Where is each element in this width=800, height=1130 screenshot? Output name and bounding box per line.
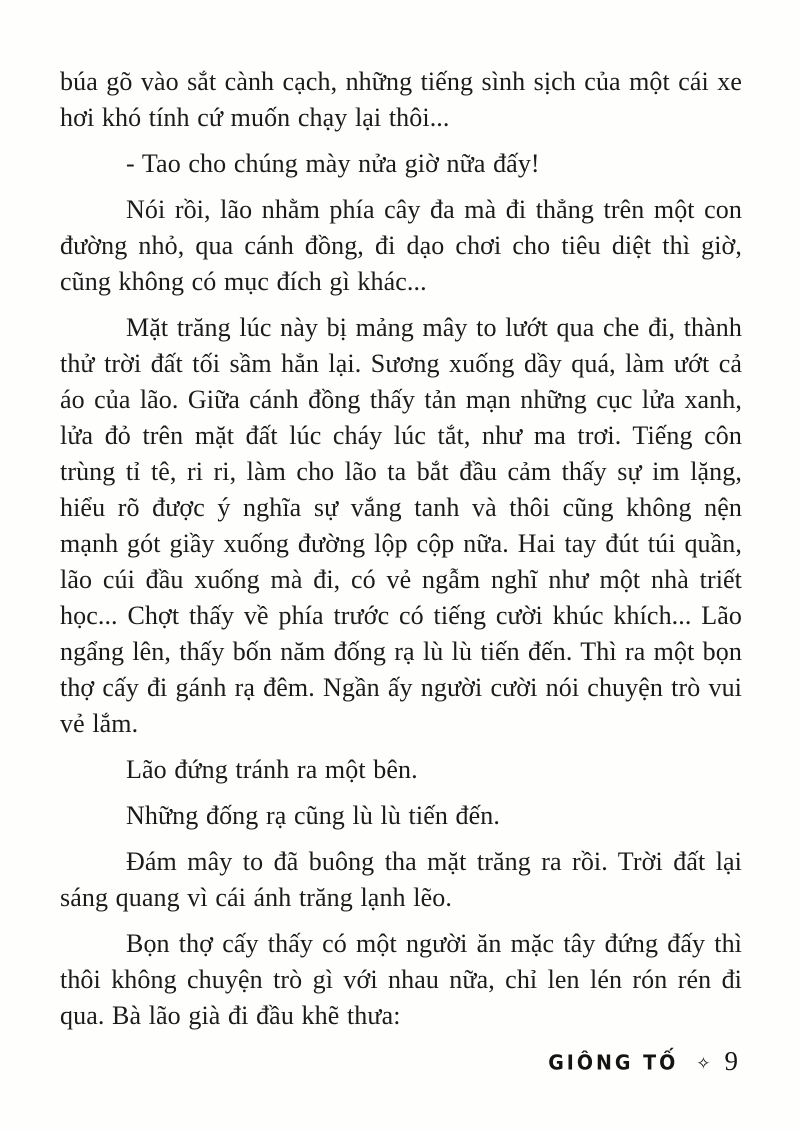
paragraph-dialogue: - Tao cho chúng mày nửa giờ nữa đấy! — [126, 149, 540, 178]
paragraph-continuation: búa gõ vào sắt cành cạch, những tiếng sình sịch của một cái xe hơi khó tính cứ muốn chạy lại thôi... — [60, 67, 742, 132]
book-title: GIÔNG TỐ — [548, 1051, 679, 1075]
paragraph: Mặt trăng lúc này bị mảng mây to lướt qua che đi, thành thử trời đất tối sầm hẳn lại. Sương xuống dầy quá, làm ướt cả áo của lão. Giữa cánh đồng thấy tản mạn những cục lửa xanh, lửa đỏ trên mặt đất lúc cháy lúc tắt, như ma trơi. Tiếng côn trùng tỉ tê, ri ri, làm cho lão ta bắt đầu cảm thấy sự im lặng, hiểu rõ được ý nghĩa sự vắng tanh và thôi cũng không nện mạnh gót giầy xuống đường lộp cộp nữa. Hai tay đút túi quần, lão cúi đầu xuống mà đi, có vẻ ngẫm nghĩ như một nhà triết học... Chợt thấy về phía trước có tiếng cười khúc khích... Lão ngẩng lên, thấy bốn năm đống rạ lù lù tiến đến. Thì ra một bọn thợ cấy đi gánh rạ đêm. Ngần ấy người cười nói chuyện trò vui vẻ lắm. — [60, 313, 742, 738]
page-body — [60, 64, 742, 1044]
paragraph: Những đống rạ cũng lù lù tiến đến. — [126, 801, 500, 830]
page-number: 9 — [724, 1046, 738, 1076]
paragraph: Lão đứng tránh ra một bên. — [126, 755, 418, 784]
diamond-star-icon: ✧ — [696, 1054, 711, 1074]
paragraph: Nói rồi, lão nhằm phía cây đa mà đi thẳng trên một con đường nhỏ, qua cánh đồng, đi dạo chơi cho tiêu diệt thì giờ, cũng không có mục đích gì khác... — [60, 195, 742, 296]
page-footer — [548, 1046, 738, 1077]
paragraph: Đám mây to đã buông tha mặt trăng ra rồi. Trời đất lại sáng quang vì cái ánh trăng lạnh lẽo. — [60, 847, 742, 912]
paragraph: Bọn thợ cấy thấy có một người ăn mặc tây đứng đấy thì thôi không chuyện trò gì với nhau nữa, chỉ len lén rón rén đi qua. Bà lão già đi đầu khẽ thưa: — [60, 929, 742, 1030]
